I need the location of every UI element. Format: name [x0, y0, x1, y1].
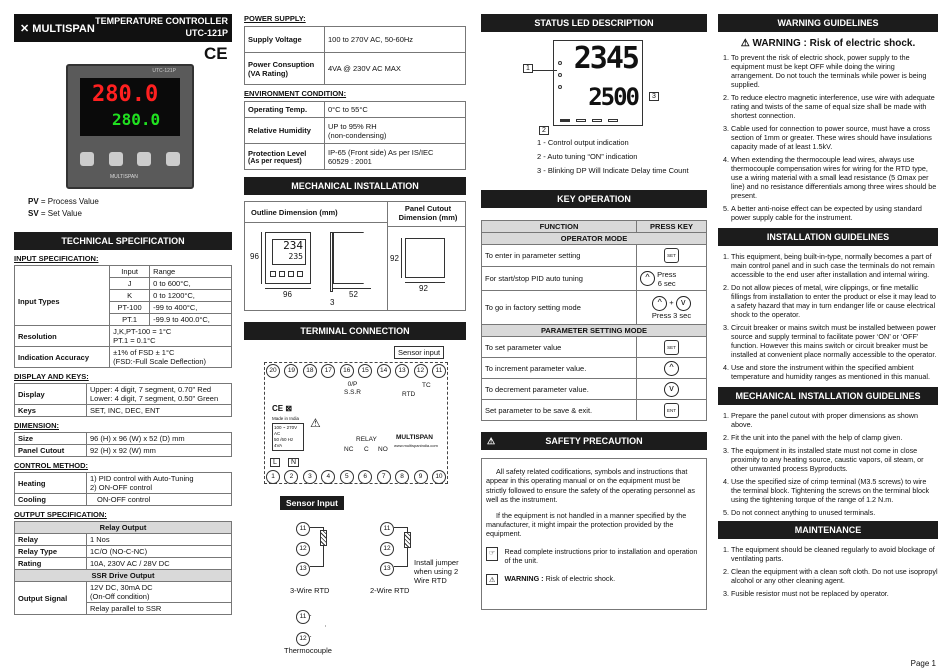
input-types-label: Input Types [15, 278, 110, 326]
maintenance-list [718, 545, 938, 598]
humidity-label: Relative Humidity [245, 118, 325, 144]
param-mode: PARAMETER SETTING MODE [482, 325, 707, 337]
mech-box [244, 201, 466, 311]
safety-warn-text: Risk of electric shock. [543, 573, 616, 583]
heating-1: 1) PID control with Auto-Tuning [90, 474, 194, 483]
terminal-11: 11 [432, 364, 446, 378]
terminal-18: 18 [303, 364, 317, 378]
relay-label: Relay [15, 534, 87, 546]
ssr-op: 0/P [347, 381, 358, 388]
spec-freq: 50 /60 Hz [274, 437, 294, 442]
status-callout-3: 3 [649, 92, 659, 101]
safety-warn-label: WARNING : [504, 573, 544, 583]
mini-pv: 234 [283, 239, 303, 252]
keyop-row-fn: To increment parameter value. [482, 358, 637, 379]
output-heading: OUTPUT SPECIFICATION: [14, 510, 107, 519]
temp-value: 0°C to 55°C [325, 102, 466, 118]
resolution-2: PT.1 = 0.1°C [113, 336, 156, 345]
up-key-icon: ^ [664, 361, 679, 376]
humidity-2: (non-condensing) [328, 130, 387, 140]
output-signal-label: Output Signal [15, 582, 87, 615]
resolution-1: J,K,PT-100 = 1°C [113, 327, 172, 336]
install-list [718, 252, 938, 381]
terminal-4: 4 [321, 470, 335, 484]
mech-title: MECHANICAL INSTALLATION [244, 177, 466, 195]
status-pv: 2345 [573, 41, 638, 76]
mini-sv: 235 [288, 252, 303, 261]
dimension-heading: DIMENSION: [14, 421, 59, 430]
device-display [80, 78, 180, 136]
terminal-10: 10 [432, 470, 446, 484]
terminal-6: 6 [358, 470, 372, 484]
legend-pv: PV [28, 197, 39, 206]
keyop-row-fn: To set parameter value [482, 337, 637, 358]
terminal-1: 1 [266, 470, 280, 484]
control-table [14, 472, 232, 506]
range-pt1: -99.9 to 400.0°C, [150, 314, 232, 326]
legend-pv-text: = Process Value [38, 197, 99, 206]
dimension-table [14, 432, 232, 457]
cooling-value: ON-OFF control [87, 494, 232, 506]
relay-value: 1 Nos [87, 534, 232, 546]
safety-warning [486, 574, 702, 585]
press-3sec: Press 3 sec [651, 310, 692, 320]
column-2 [244, 0, 466, 655]
terminal-web: www.multispanindia.com [394, 443, 438, 448]
input-spec-table [14, 265, 232, 368]
accuracy-1: ±1% of FSD ± 1°C [113, 348, 175, 357]
set-key-icon: SET [664, 340, 679, 355]
terminal-15: 15 [358, 364, 372, 378]
status-item: 1 - Control output indication [537, 138, 629, 147]
display-1: Upper: 4 digit, 7 segment, 0.70" Red [90, 385, 212, 394]
warning-headline-text: WARNING : Risk of electric shock. [752, 38, 916, 49]
device-image [66, 64, 194, 189]
rtd3-t11: 11 [296, 522, 310, 536]
function-col: FUNCTION [482, 221, 637, 233]
cooling-label: Cooling [15, 494, 87, 506]
brand-logo [20, 22, 95, 35]
ent-key-icon: ENT [664, 403, 679, 418]
column-4 [718, 0, 938, 602]
keyop-table [481, 220, 707, 421]
env-table [244, 101, 466, 170]
terminal-8: 8 [395, 470, 409, 484]
page-number: Page 1 [910, 659, 936, 668]
relay-type-value: 1C/O (NO-C-NC) [87, 546, 232, 558]
warning-item: 4. When extending the thermocouple lead wires, always use thermocouple compensation wires for wiring for the RTD type, use a wiring material with a small lead resistance (5 Ωmax per line) and no resistance differentials among three wires should be present. [731, 155, 938, 200]
control-heading: CONTROL METHOD: [14, 461, 89, 470]
l-label: L [270, 458, 280, 467]
device-keys [80, 152, 180, 166]
display-table [14, 383, 232, 417]
safety-p2: If the equipment is not handled in a manner specified by the manufacturer, it might impair the protection provided by the equipment. [486, 510, 687, 539]
keys-value: SET, INC, DEC, ENT [87, 405, 232, 417]
install-item: 1. This equipment, being built-in-type, normally becomes a part of main control panel and in such case the terminals do not remain accessible to the end user after installation and internal wiring. [731, 252, 938, 279]
relay-type-label: Relay Type [15, 546, 87, 558]
up-key-icon: ^ [652, 296, 667, 311]
protection-label: Protection Level [248, 148, 307, 158]
safety-note-text: Read complete instructions prior to installation and operation of the unit. [504, 546, 698, 566]
keyop-row-fn: For start/stop PID auto tuning [482, 267, 637, 291]
install-title: INSTALLATION GUIDELINES [718, 228, 938, 246]
warning-icon: ⚠ [740, 38, 750, 49]
header-bar [14, 14, 232, 42]
heating-label: Heating [15, 473, 87, 494]
keyop-row-fn: To enter in parameter setting [482, 245, 637, 267]
terminal-17: 17 [321, 364, 335, 378]
humidity-1: UP to 95% RH [328, 121, 377, 131]
warning-headline [718, 38, 938, 49]
status-item: 2 - Auto tuning “ON” indication [537, 152, 638, 161]
operator-mode: OPERATOR MODE [482, 233, 707, 245]
temp-label: Operating Temp. [245, 102, 325, 118]
mini-side [333, 232, 371, 284]
terminal-19: 19 [284, 364, 298, 378]
mech-guide-item: 4. Use the specified size of crimp terminal (M3.5 screws) to wire the terminal block. Tightening the screws on the terminal block using the tightening torque of the range of 1.2 N.m. [731, 477, 938, 504]
rtd-label: RTD [402, 391, 416, 398]
jumper-note: Install jumper when using 2 Wire RTD [414, 558, 459, 585]
ce-mark: CE [204, 44, 228, 63]
mech-guide-item: 1. Prepare the panel cutout with proper dimensions as shown above. [731, 411, 938, 429]
range-j: 0 to 600°C, [150, 278, 232, 290]
terminal-5: 5 [340, 470, 354, 484]
cutout-value: 92 (H) x 92 (W) mm [87, 445, 232, 457]
tc-t12: 12 [296, 632, 310, 646]
mini-front [265, 232, 311, 284]
output-signal-2: (On-Off condition) [90, 592, 150, 601]
keyop-row-fn: To go in factory setting mode [482, 291, 637, 325]
terminal-diagram [244, 346, 466, 486]
terminal-top-row [266, 364, 446, 378]
made-in: Made in India [272, 416, 300, 421]
resolution-label: Resolution [15, 326, 110, 347]
safety-title-text: SAFETY PRECAUTION [545, 436, 643, 446]
ssr-label [344, 381, 361, 397]
mech-guide-title: MECHANICAL INSTALLATION GUIDELINES [718, 387, 938, 405]
device-brand: MULTISPAN [110, 174, 138, 180]
env-heading: ENVIRONMENT CONDITION: [244, 89, 347, 98]
safety-box [481, 458, 707, 610]
rtd2-t13: 13 [380, 562, 394, 576]
device-model-label: UTC-121P [152, 68, 176, 74]
maintenance-item: 2. Clean the equipment with a clean soft cloth. Do not use isopropyl alcohol or any other cleaning agent. [731, 567, 938, 585]
power-table [244, 26, 466, 85]
dim-96-v: 96 [250, 252, 259, 261]
logo-icon: ✕ [20, 23, 30, 35]
up-key-icon: ^ [640, 271, 655, 286]
column-3 [481, 0, 707, 610]
terminal-title: TERMINAL CONNECTION [244, 322, 466, 340]
relay-label: RELAY [356, 436, 377, 443]
supply-label: Supply Voltage [245, 27, 325, 53]
status-item: 3 - Blinking DP Will Indicate Delay time Count [537, 166, 689, 175]
safety-title [481, 432, 707, 450]
status-title: STATUS LED DESCRIPTION [481, 14, 707, 32]
rating-value: 10A, 230V AC / 28V DC [87, 558, 232, 570]
terminal-12: 12 [414, 364, 428, 378]
device-down-key[interactable] [137, 152, 151, 166]
sensor-input-title: Sensor Input [280, 496, 344, 510]
tc-label: TC [422, 382, 431, 389]
c-label: C [364, 446, 369, 453]
heating-2: 2) ON-OFF control [90, 483, 153, 492]
rating-label: Rating [15, 558, 87, 570]
input-col: Input [110, 266, 150, 278]
terminal-14: 14 [377, 364, 391, 378]
accuracy-label: Indication Accuracy [15, 347, 110, 368]
display-label: Display [15, 384, 87, 405]
terminal-3: 3 [303, 470, 317, 484]
power-heading: POWER SUPPLY: [244, 14, 306, 23]
protection-2: 60529 : 2001 [328, 156, 372, 166]
column-1 [14, 0, 232, 613]
legend-sv-text: = Set Value [38, 209, 82, 218]
nc-label: NC [344, 446, 354, 453]
status-diagram [481, 38, 707, 136]
safety-note [486, 547, 702, 566]
dim-3: 3 [330, 298, 335, 307]
consumption-value: 4VA @ 230V AC MAX [325, 53, 466, 85]
warning-icon: ⚠ [486, 574, 498, 585]
warning-icon: ⚠ [487, 436, 496, 446]
mech-guide-item: 5. Do not connect anything to unused terminals. [731, 508, 938, 517]
dim-92-v: 92 [390, 254, 399, 263]
cutout-dim-label: Panel Cutout Dimension (mm) [398, 204, 458, 222]
status-callout-1: 1 [523, 64, 533, 73]
mech-guide-item: 3. The equipment in its installed state must not come in close proximity to any heating source, caustic vapors, oil steam, or other unwanted process Byproducts. [731, 446, 938, 473]
keyop-title: KEY OPERATION [481, 190, 707, 208]
status-callout-2: 2 [539, 126, 549, 135]
install-item: 3. Circuit breaker or mains switch must be installed between power source and supply terminal to facilitate power ‘ON’ or ‘OFF’ function. However this mains switch or circuit breaker must be installed at convenient place normally accessible to the operator. [731, 323, 938, 359]
rtd3-t13: 13 [296, 562, 310, 576]
output-signal-1: 12V DC, 30mA DC [90, 583, 153, 592]
device-ent-key[interactable] [109, 152, 123, 166]
device-set-key[interactable] [80, 152, 94, 166]
warning-list [718, 53, 938, 222]
brand-name: MULTISPAN [32, 23, 95, 35]
rtd3-t12: 12 [296, 542, 310, 556]
device-up-key[interactable] [166, 152, 180, 166]
range-col: Range [150, 266, 232, 278]
output-signal-3: Relay parallel to SSR [87, 603, 232, 615]
rtd3-label: 3-Wire RTD [290, 586, 330, 595]
install-item: 4. Use and store the instrument within the specified ambient temperature and humidity ranges as mentioned in this manual. [731, 363, 938, 381]
dim-96-h: 96 [283, 290, 292, 299]
sensor-input-label: Sensor input [394, 346, 444, 359]
press-sec: 6 sec [657, 278, 676, 288]
display-heading: DISPLAY AND KEYS: [14, 372, 89, 381]
tech-spec-title: TECHNICAL SPECIFICATION [14, 232, 232, 250]
consumption-label: Power Consuption (VA Rating) [245, 53, 325, 85]
input-pt100: PT-100 [110, 302, 150, 314]
thermocouple-label: Thermocouple [284, 646, 332, 655]
dim-52: 52 [349, 290, 358, 299]
product-model: UTC-121P [185, 28, 228, 38]
warning-item: 3. Cable used for connection to power source, must have a cross section of 1mm or greater. These wires should have insulations capacity made of at least 1.5kV. [731, 124, 938, 151]
keyop-row-fn: To decrement parameter value. [482, 379, 637, 400]
rtd2-t11: 11 [380, 522, 394, 536]
press-label: Press [657, 269, 677, 279]
rtd2-label: 2-Wire RTD [370, 586, 410, 595]
terminal-20: 20 [266, 364, 280, 378]
plus-sign: + [669, 297, 674, 307]
ssr-output-header: SSR Drive Output [15, 570, 232, 582]
product-title: TEMPERATURE CONTROLLER [95, 16, 228, 26]
relay-output-header: Relay Output [15, 522, 232, 534]
status-items [537, 136, 707, 178]
warning-item: 2. To reduce electro magnetic interference, use wire with adequate rating and twists of the same of equal size shall be made with shortest connection. [731, 93, 938, 120]
terminal-9: 9 [414, 470, 428, 484]
down-key-icon: v [664, 382, 679, 397]
maintenance-item: 1. The equipment should be cleaned regularly to avoid blockage of ventilating parts. [731, 545, 938, 563]
rtd2-t12: 12 [380, 542, 394, 556]
input-j: J [110, 278, 150, 290]
accuracy-2: (FSD:-Full Scale Deflection) [113, 357, 207, 366]
outline-label: Outline Dimension (mm) [251, 208, 338, 217]
status-sv: 2500 [588, 83, 638, 111]
maintenance-item: 3. Fusible resistor must not be replaced by operator. [731, 589, 938, 598]
spec-va: 4VA [274, 443, 283, 448]
spec-box [272, 423, 304, 451]
hand-point-icon: ☞ [486, 547, 498, 561]
down-key-icon: v [676, 296, 691, 311]
mech-guide-list [718, 411, 938, 517]
output-table [14, 521, 232, 615]
sensor-input-diagram [244, 490, 466, 655]
safety-p1: All safety related codifications, symbols and instructions that appear in this operating manual or on the equipment must be strictly followed to ensure the safety of the operating personnel as well as the instrument. [486, 467, 695, 505]
input-k: K [110, 290, 150, 302]
warning-item: 1. To prevent the risk of electric shock, power supply to the equipment must be kept OFF while doing the wiring arrangement. Do not touch the terminals while power is being supplied. [731, 53, 938, 89]
range-pt100: -99 to 400°C, [150, 302, 232, 314]
warning-triangle-icon: ⚠ [310, 416, 321, 430]
input-spec-heading: INPUT SPECIFICATION: [14, 254, 99, 263]
terminal-2: 2 [284, 470, 298, 484]
range-k: 0 to 1200°C, [150, 290, 232, 302]
terminal-7: 7 [377, 470, 391, 484]
keys-label: Keys [15, 405, 87, 417]
legend [28, 196, 99, 220]
terminal-brand: MULTISPAN [396, 434, 433, 441]
set-key-icon: SET [664, 248, 679, 263]
status-display [553, 40, 643, 126]
size-label: Size [15, 433, 87, 445]
display-2: Lower: 4 digit, 7 segment, 0.50" Green [90, 394, 219, 403]
device-sv: 280.0 [112, 110, 161, 129]
mech-guide-item: 2. Fit the unit into the panel with the help of clamp given. [731, 433, 938, 442]
n-label: N [288, 458, 299, 467]
cutout-square [405, 238, 445, 278]
terminal-13: 13 [395, 364, 409, 378]
keyop-row-fn: Set parameter to be save & exit. [482, 400, 637, 421]
warning-item: 5. A better anti-noise effect can be expected by using standard power supply cable for the instrument. [731, 204, 938, 222]
ssr-name: S.S.R [344, 389, 361, 396]
terminal-bottom-row [266, 470, 446, 484]
no-label: NO [378, 446, 388, 453]
press-col: PRESS KEY [637, 221, 707, 233]
dim-92-h: 92 [419, 284, 428, 293]
install-item: 2. Do not allow pieces of metal, wire clippings, or fine metallic fillings from installation to enter the product or else it may lead to a safety hazard that may in turn endanger life or cause electrical shock to the operator. [731, 283, 938, 319]
tc-t11: 11 [296, 610, 310, 624]
protection-sub: (As per request) [248, 157, 302, 165]
warning-title: WARNING GUIDELINES [718, 14, 938, 32]
spec-volt: 100 ~ 270V AC [274, 425, 298, 436]
terminal-16: 16 [340, 364, 354, 378]
ce-small: CE ⊠ [272, 404, 293, 413]
maintenance-title: MAINTENANCE [718, 521, 938, 539]
input-pt1: PT.1 [110, 314, 150, 326]
protection-1: IP-65 (Front side) As per IS/IEC [328, 147, 434, 157]
cutout-label: Panel Cutout [15, 445, 87, 457]
device-pv: 280.0 [92, 82, 159, 107]
legend-sv: SV [28, 209, 39, 218]
mini-display [272, 239, 306, 265]
size-value: 96 (H) x 96 (W) x 52 (D) mm [87, 433, 232, 445]
supply-value: 100 to 270V AC, 50-60Hz [325, 27, 466, 53]
